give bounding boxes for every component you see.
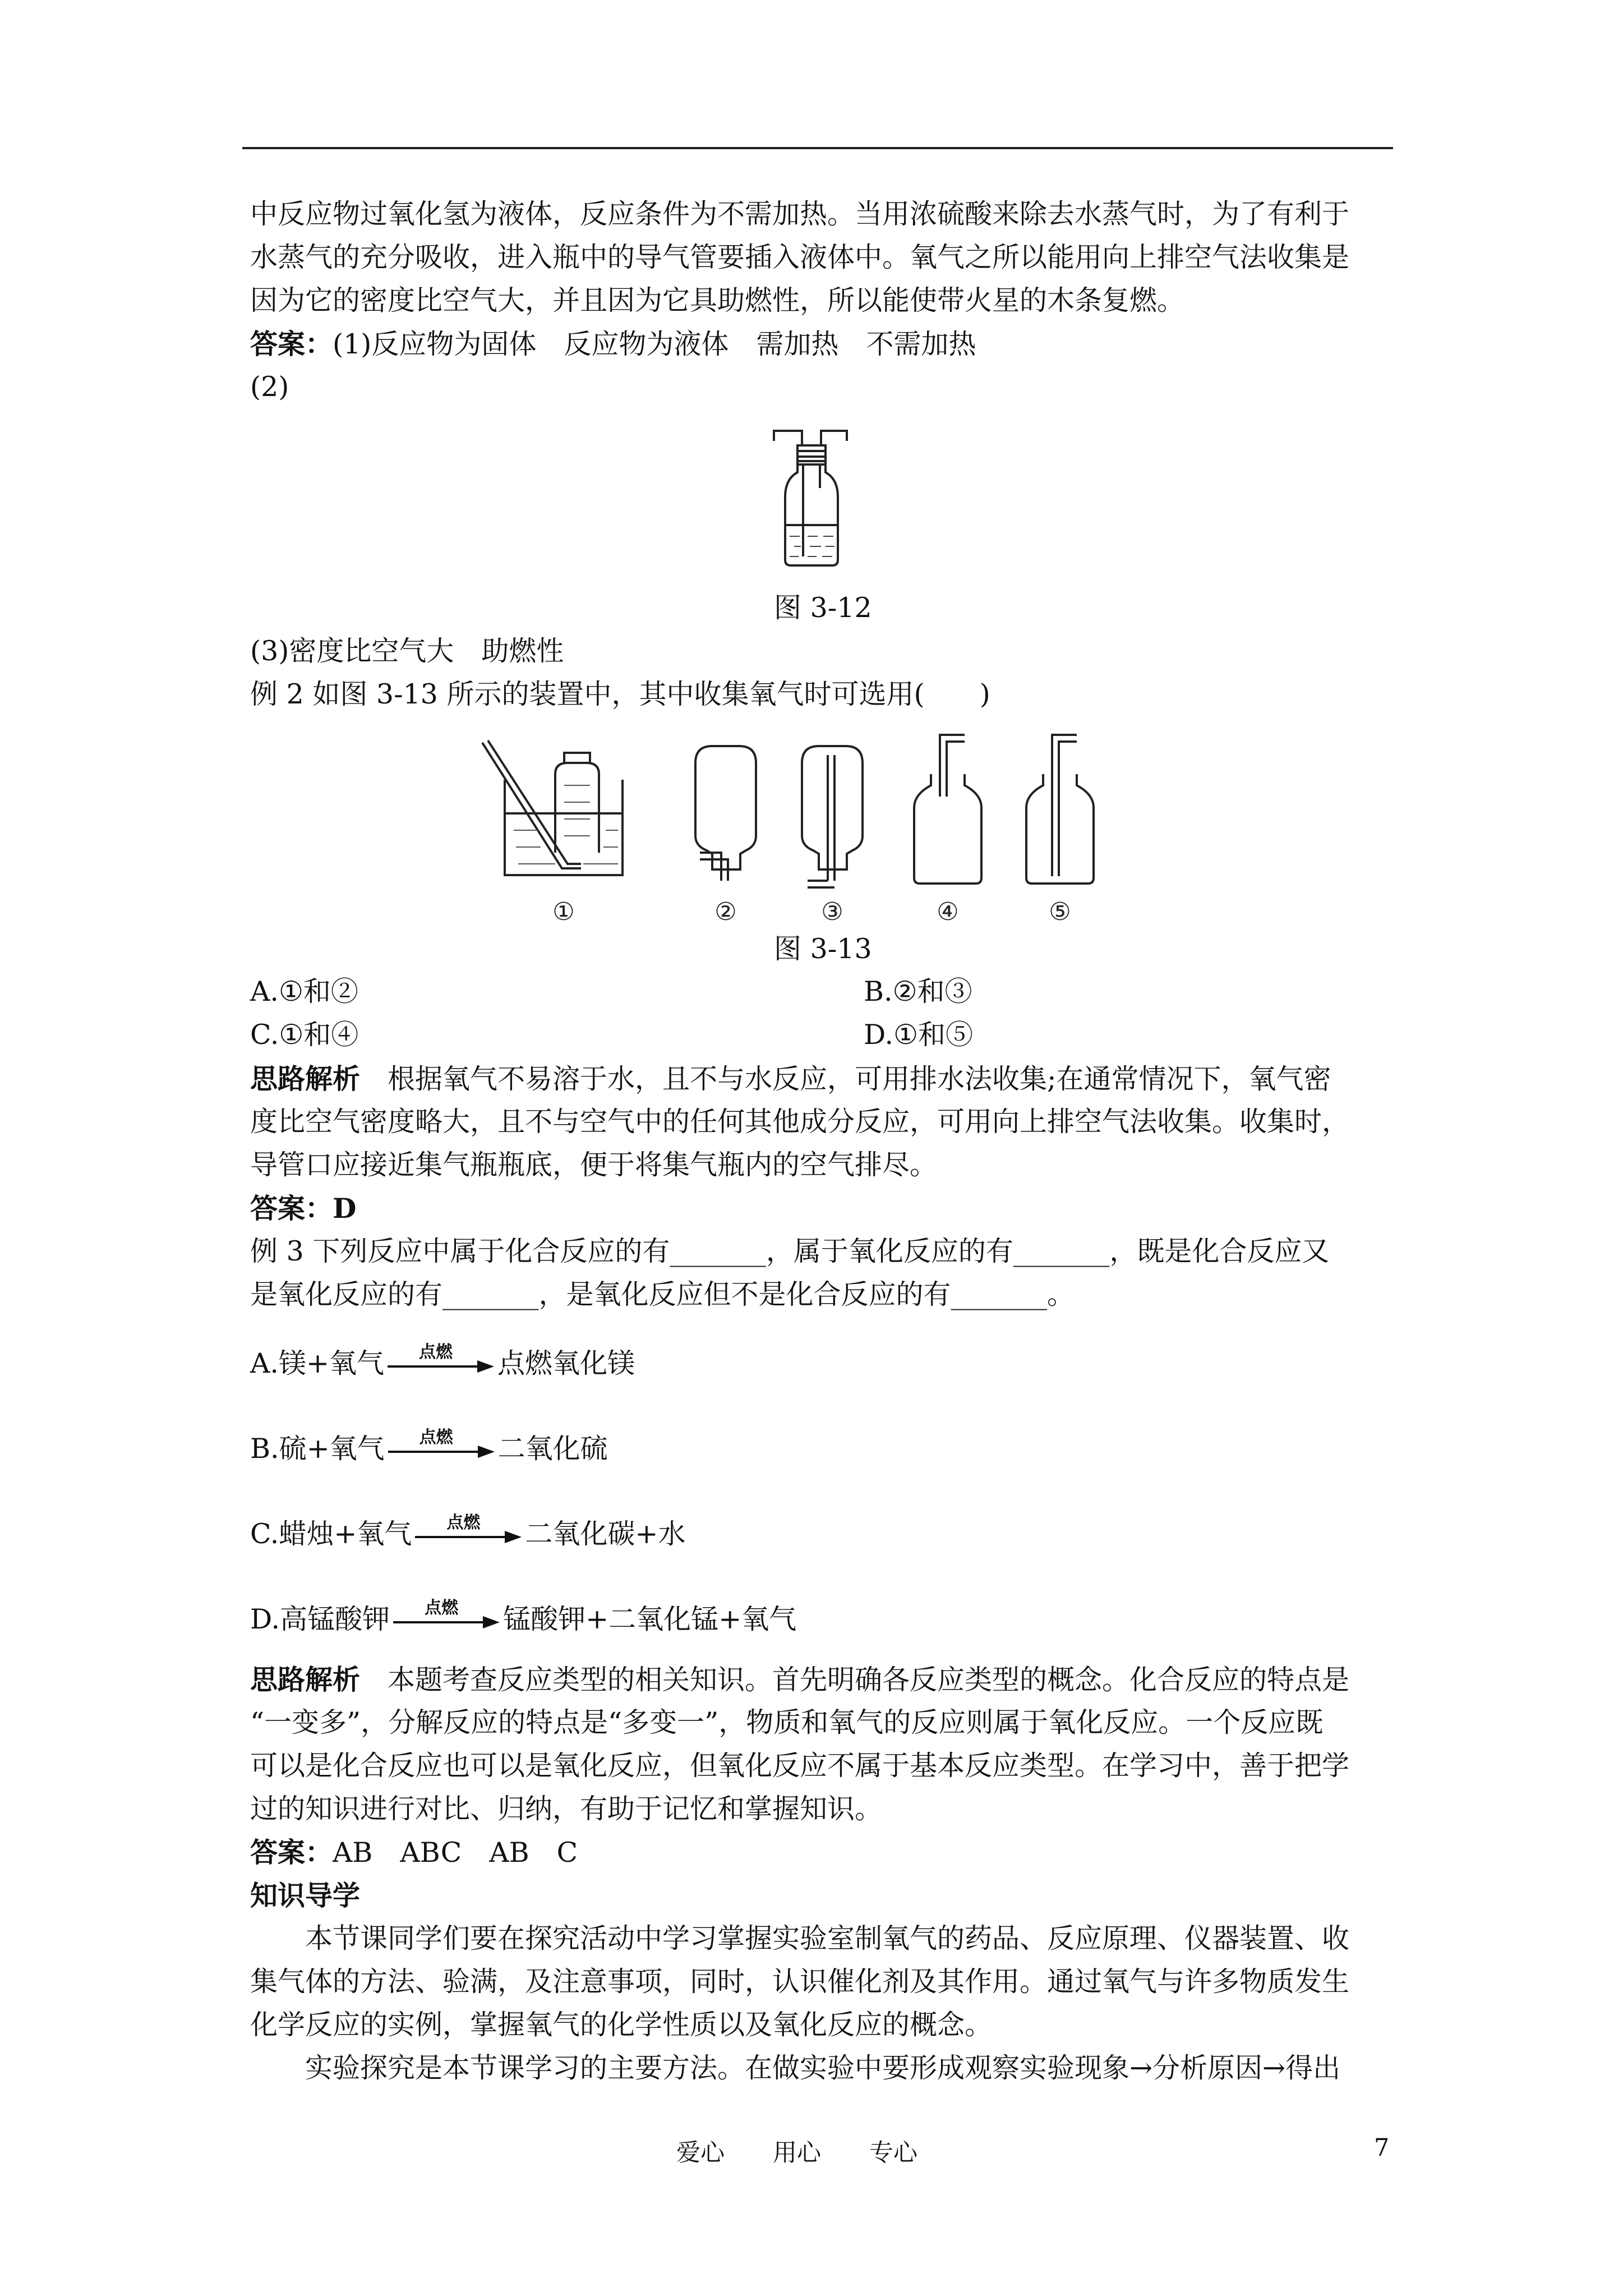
option-a: A.①和② xyxy=(250,976,358,1007)
reaction-arrow xyxy=(415,1512,522,1548)
guide-paragraph-line: 化学反应的实例，掌握氧气的化学性质以及氧化反应的概念。 xyxy=(250,2009,993,2041)
figure-label: ② xyxy=(714,898,737,926)
arrow-condition: 点燃 xyxy=(419,1427,453,1447)
paragraph-line: 因为它的密度比空气大，并且因为它具助燃性，所以能使带火星的木条复燃。 xyxy=(250,284,1185,316)
arrow-condition: 点燃 xyxy=(425,1598,459,1618)
reaction-a xyxy=(250,1342,635,1381)
answer-text: AB ABC AB C xyxy=(333,1837,578,1869)
analysis-2-line: 过的知识进行对比、归纳，有助于记忆和掌握知识。 xyxy=(250,1793,883,1825)
reaction-d xyxy=(250,1598,797,1636)
analysis-1-line: 度比空气密度略大，且不与空气中的任何其他成分反应，可用向上排空气法收集。收集时， xyxy=(250,1106,1350,1138)
item-2-label: (2) xyxy=(250,371,289,403)
example-3-question: 是氧化反应的有_______，是氧化反应但不是化合反应的有_______。 xyxy=(250,1278,1075,1310)
analysis-2-line xyxy=(250,1663,1349,1697)
paragraph-line: 水蒸气的充分吸收，进入瓶中的导气管要插入液体中。氧气之所以能用向上排空气法收集是 xyxy=(250,241,1350,273)
figure-label: ① xyxy=(552,898,575,926)
reaction-arrow xyxy=(393,1598,500,1633)
figure-label: ⑤ xyxy=(1049,898,1071,926)
answer-1 xyxy=(250,327,976,361)
option-c: C.①和④ xyxy=(250,1019,359,1051)
arrow-condition: 点燃 xyxy=(419,1342,453,1362)
reaction-arrow xyxy=(388,1342,494,1377)
guide-paragraph-line: 本节课同学们要在探究活动中学习掌握实验室制氧气的药品、反应原理、仪器装置、收 xyxy=(250,1922,1350,1954)
figure-label: ④ xyxy=(937,898,959,926)
analysis-2-line: 可以是化合反应也可以是氧化反应，但氧化反应不属于基本反应类型。在学习中，善于把学 xyxy=(250,1750,1350,1782)
reaction-c xyxy=(250,1512,686,1551)
analysis-text: 根据氧气不易溶于水，且不与水反应，可用排水法收集;在通常情况下，氧气密 xyxy=(360,1063,1331,1095)
paragraph-line: 中反应物过氧化氢为液体，反应条件为不需加热。当用浓硫酸来除去水蒸气时，为了有利于 xyxy=(250,198,1350,230)
analysis-label: 思路解析 xyxy=(250,1663,361,1696)
reaction-arrow xyxy=(388,1427,495,1462)
option-b: B.②和③ xyxy=(864,976,972,1007)
products: 二氧化硫 xyxy=(497,1433,608,1465)
answer-2 xyxy=(250,1191,357,1226)
item-3-answer: (3)密度比空气大 助燃性 xyxy=(250,635,564,667)
reactants: A.镁+氧气 xyxy=(250,1347,385,1379)
reactants: B.硫+氧气 xyxy=(250,1433,385,1465)
products: 点燃氧化镁 xyxy=(497,1347,635,1379)
option-d: D.①和⑤ xyxy=(864,1019,974,1051)
analysis-2-line: “一变多”，分解反应的特点是“多变一”，物质和氧气的反应则属于氧化反应。一个反应既 xyxy=(250,1706,1324,1738)
answer-text: (1)反应物为固体 反应物为液体 需加热 不需加热 xyxy=(333,328,976,360)
products: 二氧化碳+水 xyxy=(525,1518,686,1550)
answer-label: 答案： xyxy=(250,1836,333,1869)
example-3-question: 例 3 下列反应中属于化合反应的有_______，属于氧化反应的有_______，既是化合反应又 xyxy=(250,1235,1330,1267)
analysis-text: 本题考查反应类型的相关知识。首先明确各反应类型的概念。化合反应的特点是 xyxy=(360,1664,1350,1696)
answer-label: 答案： xyxy=(250,328,333,360)
answer-3 xyxy=(250,1835,578,1870)
page-number: 7 xyxy=(1374,2134,1390,2162)
figure-3-12-caption: 图 3-12 xyxy=(774,592,872,624)
guide-paragraph-line: 集气体的方法、验满，及注意事项，同时，认识催化剂及其作用。通过氧气与许多物质发生 xyxy=(250,1966,1350,1998)
footer-slogan: 爱心 用心 专心 xyxy=(676,2139,917,2167)
reactants: D.高锰酸钾 xyxy=(250,1603,390,1635)
reaction-b xyxy=(250,1427,608,1466)
section-title: 知识导学 xyxy=(250,1879,361,1912)
reactants: C.蜡烛+氧气 xyxy=(250,1518,412,1550)
figure-3-12-bottle xyxy=(763,426,864,572)
guide-paragraph-line: 实验探究是本节课学习的主要方法。在做实验中要形成观察实验现象→分析原因→得出 xyxy=(250,2052,1341,2084)
answer-text: D xyxy=(333,1192,357,1225)
figure-3-13-apparatus xyxy=(471,724,1183,931)
figure-label: ③ xyxy=(821,898,843,926)
example-2-question: 例 2 如图 3-13 所示的装置中，其中收集氧气时可选用( ) xyxy=(250,678,990,710)
products: 锰酸钾+二氧化锰+氧气 xyxy=(503,1603,797,1635)
analysis-1-line: 导管口应接近集气瓶瓶底，便于将集气瓶内的空气排尽。 xyxy=(250,1149,938,1181)
figure-3-13-caption: 图 3-13 xyxy=(774,933,872,965)
header-rule xyxy=(242,147,1393,149)
analysis-1-line xyxy=(250,1062,1331,1096)
arrow-condition: 点燃 xyxy=(446,1512,481,1533)
answer-label: 答案： xyxy=(250,1192,333,1225)
analysis-label: 思路解析 xyxy=(250,1062,361,1095)
